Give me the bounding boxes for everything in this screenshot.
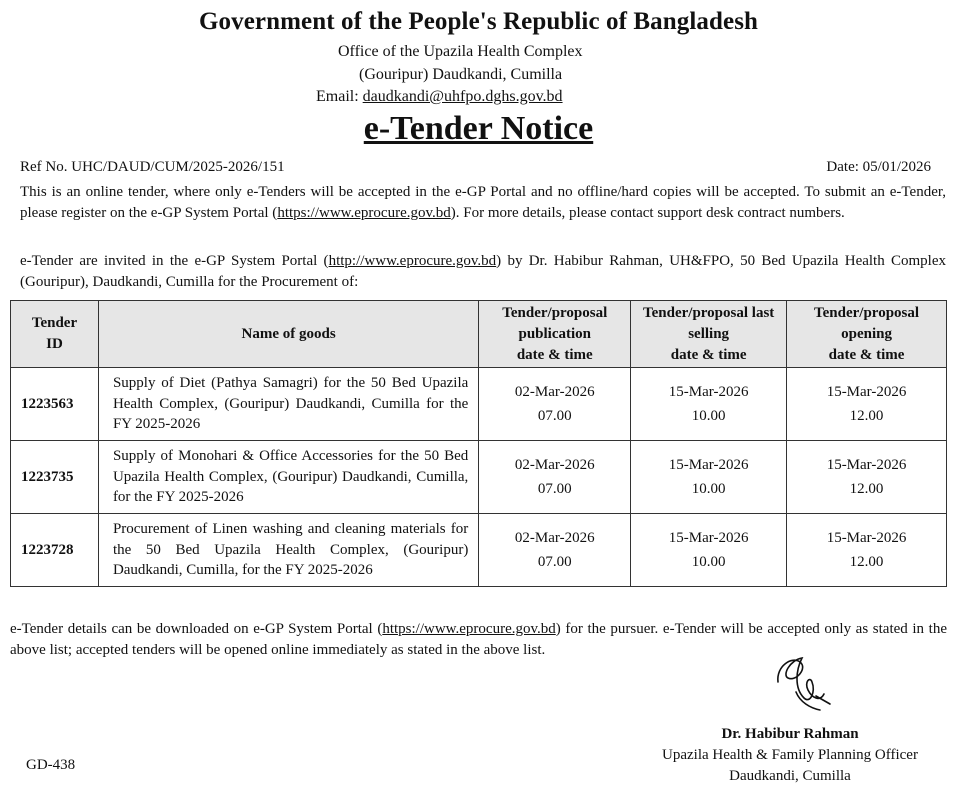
tender-id-cell: 1223735 xyxy=(11,441,99,514)
eprocure-link-http[interactable]: http://www.eprocure.gov.bd xyxy=(328,253,497,269)
publication-cell: 02-Mar-2026 07.00 xyxy=(479,368,631,441)
goods-cell: Supply of Monohari & Office Accessories for the 50 Bed Upazila Health Complex, (Gouripur) Daudkandi, Cumilla, for the FY 2025-2026 xyxy=(98,441,478,514)
signatory-designation: Upazila Health & Family Planning Officer xyxy=(662,747,918,763)
intro-paragraph-2 xyxy=(20,251,946,292)
goods-cell: Supply of Diet (Pathya Samagri) for the 50 Bed Upazila Health Complex, (Gouripur) Daudkandi, Cumilla for the FY 2025-2026 xyxy=(98,368,478,441)
publication-cell: 02-Mar-2026 07.00 xyxy=(479,514,631,587)
footer-text-a: e-Tender details can be downloaded on e-GP System Portal ( xyxy=(10,621,383,637)
selling-cell: 15-Mar-2026 10.00 xyxy=(631,514,787,587)
footer-eprocure-link[interactable]: https://www.eprocure.gov.bd xyxy=(382,621,556,637)
table-header-row xyxy=(11,301,947,368)
notice-date: Date: 05/01/2026 xyxy=(826,159,931,175)
footer-text-b: ) for the pursuer. e-Tender will be accepted only as stated in the above list; accepted tenders will be opened online immediately as stated in the above list. xyxy=(10,621,947,658)
government-title: Government of the People's Republic of Bangladesh xyxy=(198,8,759,35)
notice-title: e-Tender Notice xyxy=(363,110,594,147)
office-location: (Gouripur) Daudkandi, Cumilla xyxy=(359,66,563,83)
opening-cell: 15-Mar-2026 12.00 xyxy=(787,441,947,514)
header-selling-date: Tender/proposal last selling date & time xyxy=(631,301,787,368)
signatory-name: Dr. Habibur Rahman xyxy=(721,726,859,742)
publication-cell: 02-Mar-2026 07.00 xyxy=(479,441,631,514)
intro-paragraph-1 xyxy=(20,182,946,223)
opening-cell: 15-Mar-2026 12.00 xyxy=(787,514,947,587)
intro-p2-text-b: ) by Dr. Habibur Rahman, UH&FPO, 50 Bed Upazila Health Complex (Gouripur), Daudkandi, Cumilla for the Procurement of: xyxy=(20,253,946,290)
goods-cell: Procurement of Linen washing and cleaning materials for the 50 Bed Upazila Health Complex, (Gouripur) Daudkandi, Cumilla, for the FY 2025-2026 xyxy=(98,514,478,587)
signatory-place: Daudkandi, Cumilla xyxy=(729,768,851,784)
tender-table xyxy=(10,300,947,587)
table-row xyxy=(11,368,947,441)
email-label: Email: xyxy=(316,88,359,105)
office-name: Office of the Upazila Health Complex xyxy=(338,43,583,60)
signatory-block xyxy=(640,724,940,787)
eprocure-link[interactable]: https://www.eprocure.gov.bd xyxy=(277,204,451,221)
header-opening-date: Tender/proposal opening date & time xyxy=(787,301,947,368)
header-name-of-goods: Name of goods xyxy=(98,301,478,368)
email-link[interactable]: daudkandi@uhfpo.dghs.gov.bd xyxy=(362,88,563,105)
table-row xyxy=(11,514,947,587)
tender-id-cell: 1223563 xyxy=(11,368,99,441)
signature-mark xyxy=(766,652,842,714)
header-publication-date: Tender/proposal publication date & time xyxy=(479,301,631,368)
header-tender-id: Tender ID xyxy=(11,301,99,368)
selling-cell: 15-Mar-2026 10.00 xyxy=(631,368,787,441)
gd-code: GD-438 xyxy=(26,757,76,773)
table-row xyxy=(11,441,947,514)
intro-p2-text-a: e-Tender are invited in the e-GP System Portal ( xyxy=(20,253,329,269)
opening-cell: 15-Mar-2026 12.00 xyxy=(787,368,947,441)
intro-p1-text-b: ). For more details, please contact support desk contract numbers. xyxy=(450,204,845,221)
intro-p1-text-a: This is an online tender, where only e-Tenders will be accepted in the e-GP Portal and no offline/hard copies will be accepted. To submit an e-Tender, please register on the e-GP System Portal ( xyxy=(20,184,946,221)
selling-cell: 15-Mar-2026 10.00 xyxy=(631,441,787,514)
tender-id-cell: 1223728 xyxy=(11,514,99,587)
office-email-line xyxy=(316,88,563,106)
reference-number: Ref No. UHC/DAUD/CUM/2025-2026/151 xyxy=(20,159,285,175)
